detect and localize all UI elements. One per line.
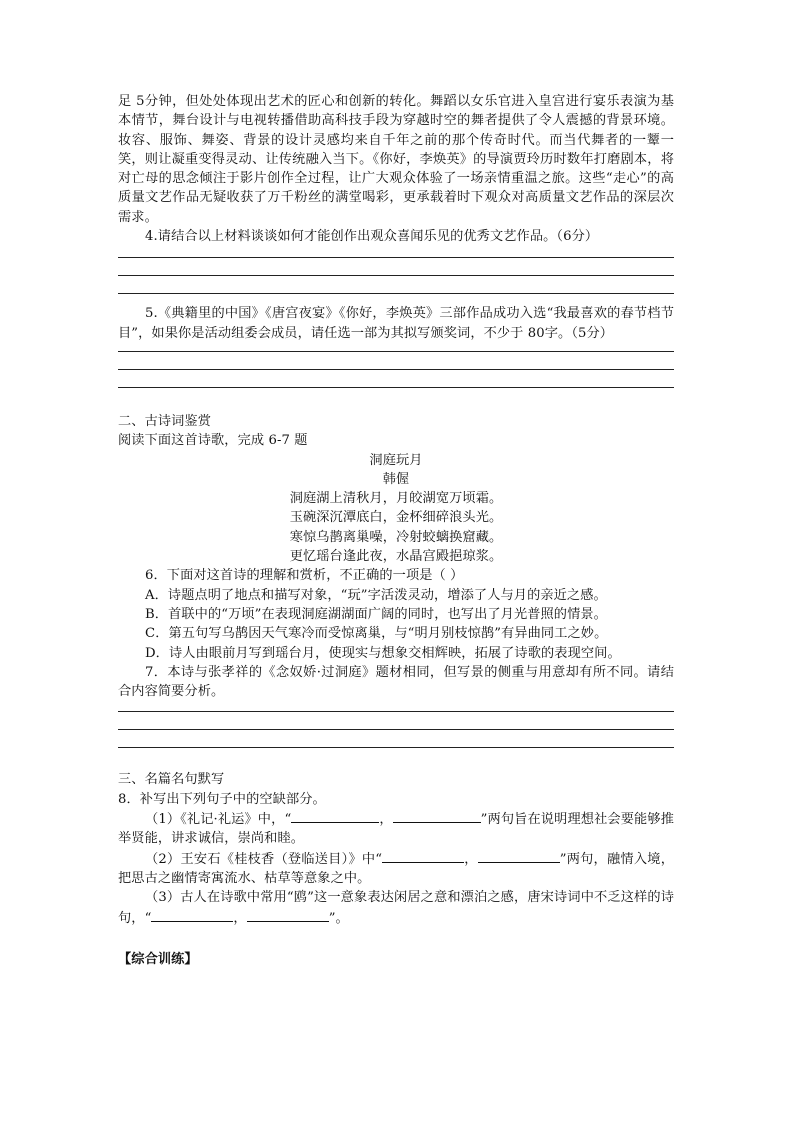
answer-line [118, 369, 674, 370]
fill-item-1-post: ”两句旨在说明理想社会要能够推举贤能，讲求诚信，崇尚和睦。 [118, 812, 674, 847]
question-7: 7．本诗与张孝祥的《念奴娇·过洞庭》题材相同，但写景的侧重与用意却有所不同。请结合内容简要分析。 [118, 664, 674, 700]
question-5: 5.《典籍里的中国》《唐宫夜宴》《你好，李焕英》三部作品成功入选“我最喜欢的春节档节目”，如果你是活动组委会成员，请任选一部为其拟写颁奖词，不少于 80字。（5分） [118, 306, 674, 341]
poem-title: 洞庭玩月 [369, 452, 423, 468]
blank-field[interactable] [382, 849, 464, 863]
blank-field[interactable] [478, 849, 560, 863]
blank-field[interactable] [247, 908, 329, 922]
document-page [118, 92, 674, 969]
question-4: 4.请结合以上材料谈谈如何才能创作出观众喜闻乐见的优秀文艺作品。（6分） [145, 229, 599, 245]
answer-line [118, 729, 674, 730]
answer-line [118, 351, 674, 352]
fill-item-2-mid: ， [464, 851, 478, 867]
section-2-heading: 二、古诗词鉴赏 [118, 413, 212, 429]
fill-item-1 [118, 809, 674, 849]
poem-author: 韩偓 [382, 471, 410, 487]
fill-item-2-post: ”两句，融情入境，把思古之幽情寄寓流水、枯草等意象之中。 [118, 851, 674, 886]
answer-line [118, 293, 674, 294]
question-6: 6．下面对这首诗的理解和赏析，不正确的一项是（ ） [145, 568, 464, 584]
answer-line [118, 711, 674, 712]
fill-item-3-post: ”。 [328, 910, 349, 926]
intro-paragraph: 足 5分钟，但处处体现出艺术的匠心和创新的转化。舞蹈以女乐官进入皇宫进行宴乐表演为基本情节，舞台设计与电视转播借助高科技手段为穿越时空的舞者提供了令人震撼的背景环境。妆容、服饰、舞姿、背景的设计灵感均来自千年之前的那个传奇时代。而当代舞者的一颦一笑，则让凝重变得灵动、让传统融入当下。《你好，李焕英》的导演贾玲历时数年打磨剧本，将对亡母的思念倾注于影片创作全过程，让广大观众体验了一场亲情重温之旅。这些“走心”的高质量文艺作品无疑收获了万千粉丝的满堂喝彩，更承载着时下观众对高质量文艺作品的深层次需求。 [118, 94, 674, 225]
option-b: B．首联中的“万顷”在表现洞庭湖湖面广阔的同时，也写出了月光普照的情景。 [145, 606, 607, 622]
blank-field[interactable] [393, 809, 481, 823]
poem-line: 寒惊乌鹊离巢噪，冷射蛟螭换窟藏。 [289, 529, 503, 545]
answer-line [118, 747, 674, 748]
fill-item-2-pre: （2）王安石《桂枝香（登临送目）》中“ [145, 851, 383, 867]
poem-line: 更忆瑶台逢此夜，水晶宫殿挹琼浆。 [289, 549, 503, 565]
answer-line [118, 257, 674, 258]
section-3-heading: 三、名篇名句默写 [118, 772, 225, 788]
fill-item-2 [118, 849, 674, 889]
poem-line: 玉碗深沉潭底白，金杯细碎浪头光。 [289, 510, 503, 526]
poem-line: 洞庭湖上清秋月，月皎湖宽万顷霜。 [289, 491, 503, 507]
fill-item-3-mid: ， [233, 910, 247, 926]
blank-field[interactable] [291, 809, 379, 823]
blank-field[interactable] [151, 908, 233, 922]
answer-lines-q4 [118, 257, 674, 294]
option-d: D．诗人由眼前月写到瑶台月，使现实与想象交相辉映，拓展了诗歌的表现空间。 [145, 645, 621, 661]
section-2-instruction: 阅读下面这首诗歌，完成 6-7 题 [118, 433, 308, 449]
answer-line [118, 387, 674, 388]
fill-item-3 [118, 888, 674, 928]
section-heading-comprehensive: 【综合训练】 [118, 951, 198, 967]
answer-lines-q5 [118, 351, 674, 388]
fill-item-1-pre: （1）《礼记·礼运》中，“ [145, 812, 292, 828]
fill-item-1-mid: ， [379, 812, 393, 828]
option-c: C．第五句写乌鹊因天气寒冷而受惊离巢，与“明月别枝惊鹊”有异曲同工之妙。 [145, 626, 608, 642]
option-a: A．诗题点明了地点和描写对象，“玩”字活泼灵动，增添了人与月的亲近之感。 [145, 587, 607, 603]
question-8: 8．补写出下列句子中的空缺部分。 [118, 791, 326, 807]
fill-item-3-pre: （3）古人在诗歌中常用“鸥”这一意象表达闲居之意和漂泊之感，唐宋诗词中不乏这样的诗句，“ [118, 890, 674, 926]
answer-line [118, 275, 674, 276]
answer-lines-q7 [118, 711, 674, 748]
